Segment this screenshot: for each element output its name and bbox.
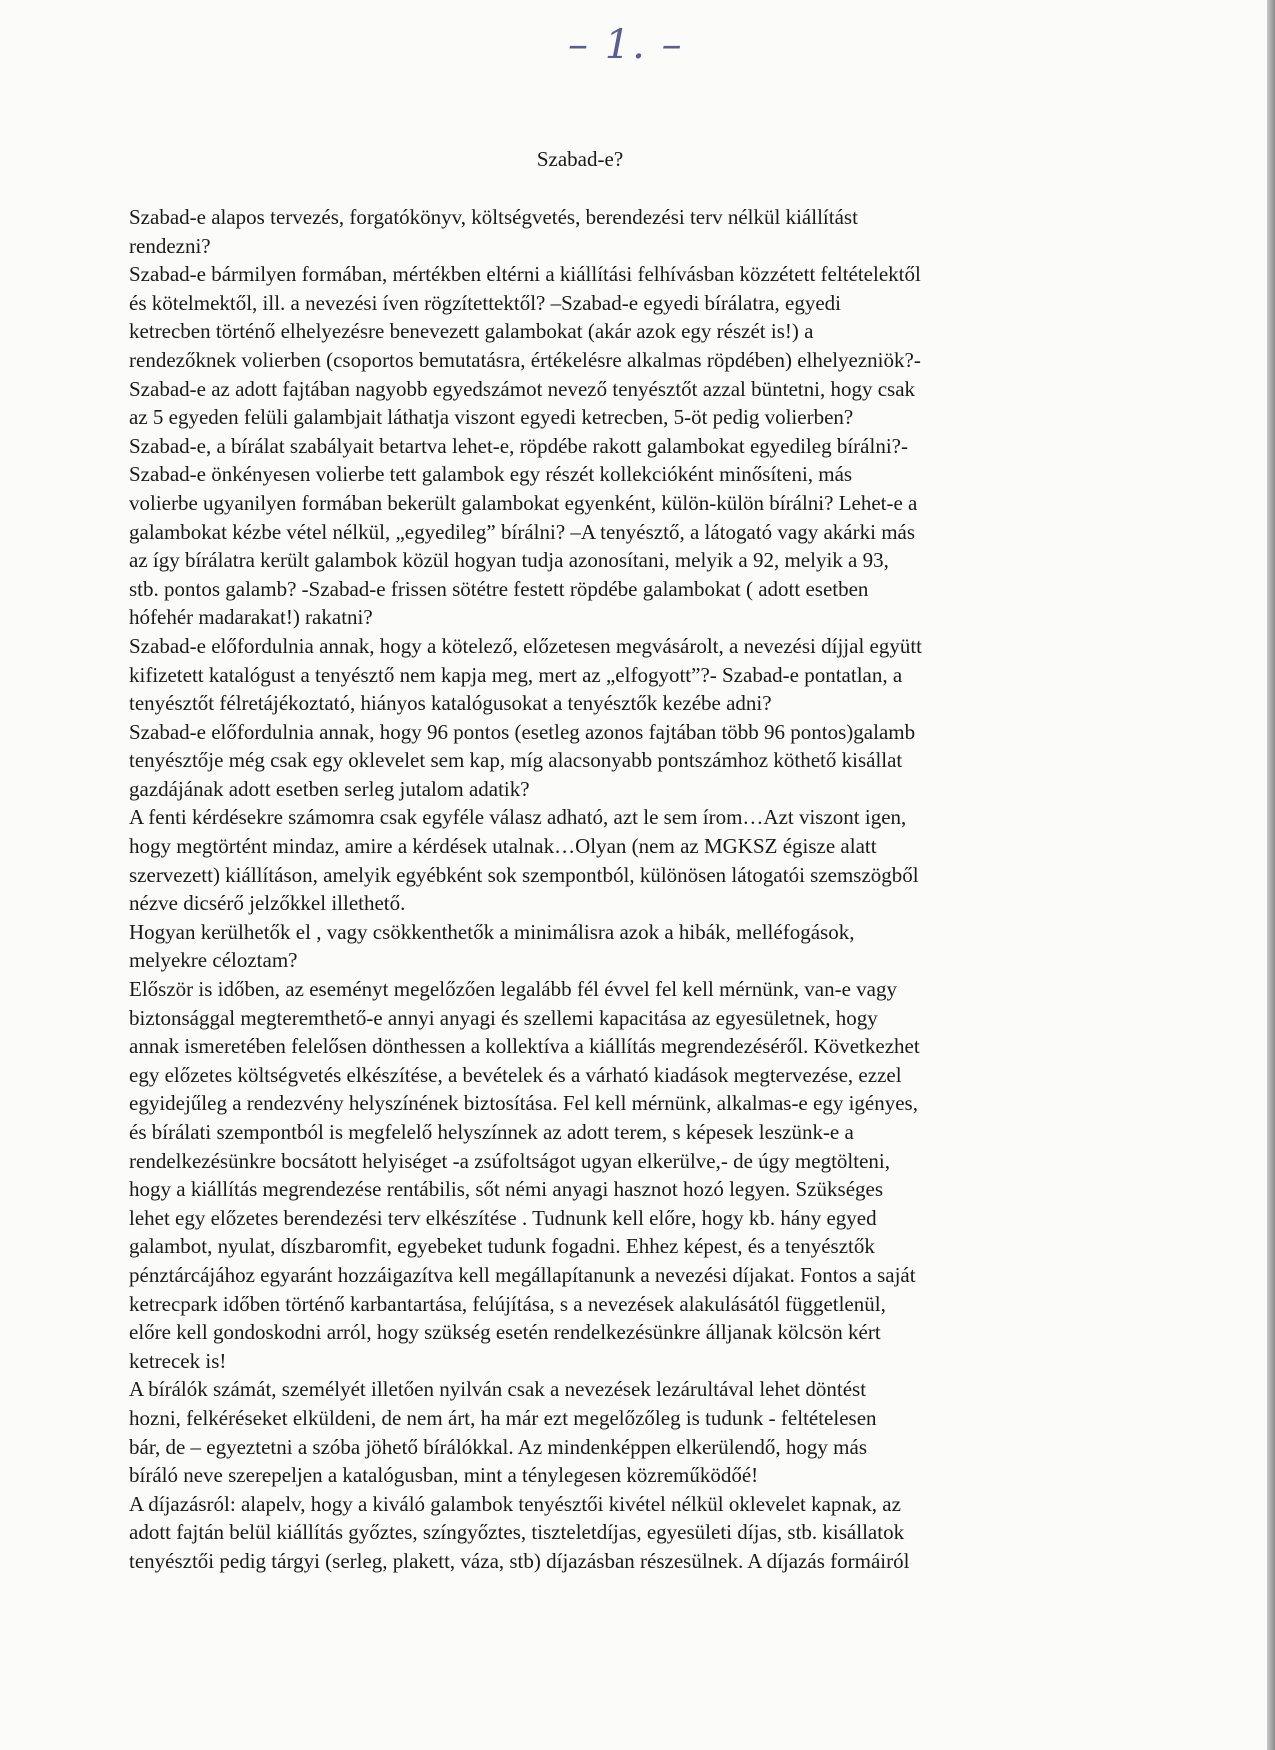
text-line: bár, de – egyeztetni a szóba jöhető bírálókkal. Az mindenképpen elkerülendő, hogy más <box>129 1434 868 1459</box>
document-title: Szabad-e? <box>536 147 624 171</box>
text-line: és kötelmektől, ill. a nevezési íven rögzítettektől? –Szabad-e egyedi bírálatra, egyedi <box>129 290 841 315</box>
text-line: hogy megtörtént mindaz, amire a kérdések utalnak…Olyan (nem az MGKSZ égisze alatt <box>129 834 877 859</box>
text-line: rendezni? <box>129 233 211 258</box>
text-line: Szabad-e alapos tervezés, forgatókönyv, költségvetés, berendezési terv nélkül kiállítást <box>129 205 858 229</box>
text-line: Szabad-e önkényesen volierbe tett galambok egy részét kollekcióként minősíteni, más <box>129 462 853 487</box>
text-line: biztonsággal megteremthető-e annyi anyagi és szellemi kapacitása az egyesületnek, hogy <box>129 1005 878 1030</box>
text-line: rendelkezésünkre bocsátott helyiséget -a zsúfoltságot ugyan elkerülve,- de úgy megtölteni, <box>129 1148 890 1173</box>
text-line: lehet egy előzetes berendezési terv elkészítése . Tudnunk kell előre, hogy kb. hány egyed <box>129 1205 877 1230</box>
text-line: A bírálók számát, személyét illetően nyilván csak a nevezések lezárultával lehet döntést <box>129 1377 867 1402</box>
text-line: egyidejűleg a rendezvény helyszínének biztosítása. Fel kell mérnünk, alkalmas-e egy igényes, <box>129 1091 918 1116</box>
text-line: az 5 egyeden felüli galambjait láthatja viszont egyedi ketrecben, 5-öt pedig volierben? <box>129 405 854 430</box>
text-line: ketrecben történő elhelyezésre benevezett galambokat (akár azok egy részét is!) a <box>129 319 814 344</box>
text-line: stb. pontos galamb? -Szabad-e frissen sötétre festett röpdébe galambokat ( adott esetben <box>129 576 869 601</box>
text-line: Szabad-e bármilyen formában, mértékben eltérni a kiállítási felhívásban közzétett feltételektől <box>129 262 921 287</box>
text-line: adott fajtán belül kiállítás győztes, színgyőztes, tiszteletdíjas, egyesületi díjas, stb. kisállatok <box>129 1520 905 1545</box>
text-line: galambot, nyulat, díszbaromfit, egyebeket tudunk fogadni. Ehhez képest, és a tenyésztők <box>129 1234 875 1259</box>
text-line: kifizetett katalógust a tenyésztő nem kapja meg, mert az „elfogyott”?- Szabad-e pontatlan, a <box>129 662 903 687</box>
handwritten-page-number: – 1. – <box>568 22 684 68</box>
text-line: Szabad-e előfordulnia annak, hogy a kötelező, előzetesen megvásárolt, a nevezési díjjal együtt <box>129 633 923 658</box>
text-line: melyekre céloztam? <box>129 948 298 973</box>
text-line: Először is időben, az eseményt megelőzően legalább fél évvel fel kell mérnünk, van-e vagy <box>129 977 897 1002</box>
text-line: nézve dicsérő jelzőkkel illethető. <box>129 891 406 916</box>
text-line: pénztárcájához egyaránt hozzáigazítva kell megállapítanunk a nevezési díjakat. Fontos a saját <box>129 1262 916 1287</box>
text-line: A díjazásról: alapelv, hogy a kiváló galambok tenyésztői kivétel nélkül oklevelet kapnak, az <box>129 1491 901 1516</box>
text-line: ketrecek is! <box>129 1348 227 1373</box>
text-line: előre kell gondoskodni arról, hogy szükség esetén rendelkezésünkre álljanak kölcsön kért <box>129 1320 881 1345</box>
text-line: tenyésztője még csak egy oklevelet sem kap, míg alacsonyabb pontszámhoz köthető kisállat <box>129 748 903 773</box>
text-line: tenyésztőt félretájékoztató, hiányos katalógusokat a tenyésztők kezébe adni? <box>129 691 772 716</box>
document-body <box>129 203 1079 1576</box>
text-line: bíráló neve szerepeljen a katalógusban, mint a ténylegesen közreműködőé! <box>129 1463 759 1488</box>
text-line: A fenti kérdésekre számomra csak egyféle válasz adható, azt le sem írom…Azt viszont igen, <box>129 805 907 830</box>
text-line: Szabad-e, a bírálat szabályait betartva lehet-e, röpdébe rakott galambokat egyedileg bírálni?- <box>129 433 908 458</box>
text-line: Hogyan kerülhetők el , vagy csökkenthetők a minimálisra azok a hibák, melléfogások, <box>129 919 855 944</box>
text-line: Szabad-e az adott fajtában nagyobb egyedszámot nevező tenyésztőt azzal büntetni, hogy csak <box>129 376 916 401</box>
text-line: galambokat kézbe vétel nélkül, „egyedileg” bírálni? –A tenyésztő, a látogató vagy akárki más <box>129 519 916 544</box>
text-line: annak ismeretében felelősen dönthessen a kollektíva a kiállítás megrendezéséről. Következhet <box>129 1034 920 1059</box>
text-line: ketrecpark időben történő karbantartása, felújítása, s a nevezések alakulásától függetlenül, <box>129 1291 886 1316</box>
text-line: hófehér madarakat!) rakatni? <box>129 605 373 630</box>
text-line: és bírálati szempontból is megfelelő helyszínnek az adott terem, s képesek leszünk-e a <box>129 1120 854 1144</box>
text-line: gazdájának adott esetben serleg jutalom adatik? <box>129 776 530 801</box>
text-line: hogy a kiállítás megrendezése rentábilis, sőt némi anyagi hasznot hozó legyen. Szükséges <box>129 1177 884 1202</box>
text-line: volierbe ugyanilyen formában bekerült galambokat egyenként, külön-külön bírálni? Lehet-e a <box>129 490 918 515</box>
text-line: Szabad-e előfordulnia annak, hogy 96 pontos (esetleg azonos fajtában több 96 pontos)galamb <box>129 719 916 744</box>
text-line: rendezőknek volierben (csoportos bemutatásra, értékelésre alkalmas röpdében) elhelyezniök?- <box>129 347 921 372</box>
text-line: szervezett) kiállításon, amelyik egyébként sok szempontból, különösen látogatói szemszögből <box>129 862 919 887</box>
text-line: egy előzetes költségvetés elkészítése, a bevételek és a várható kiadások megtervezése, ezzel <box>129 1062 902 1087</box>
text-line: az így bírálatra került galambok közül hogyan tudja azonosítani, melyik a 92, melyik a 93, <box>129 548 889 573</box>
scan-edge-shadow <box>1267 0 1275 1750</box>
text-line: tenyésztői pedig tárgyi (serleg, plakett, váza, stb) díjazásban részesülnek. A díjazás formáiról <box>129 1548 910 1573</box>
text-line: hozni, felkéréseket elküldeni, de nem árt, ha már ezt megelőzőleg is tudunk - feltételesen <box>129 1405 877 1430</box>
